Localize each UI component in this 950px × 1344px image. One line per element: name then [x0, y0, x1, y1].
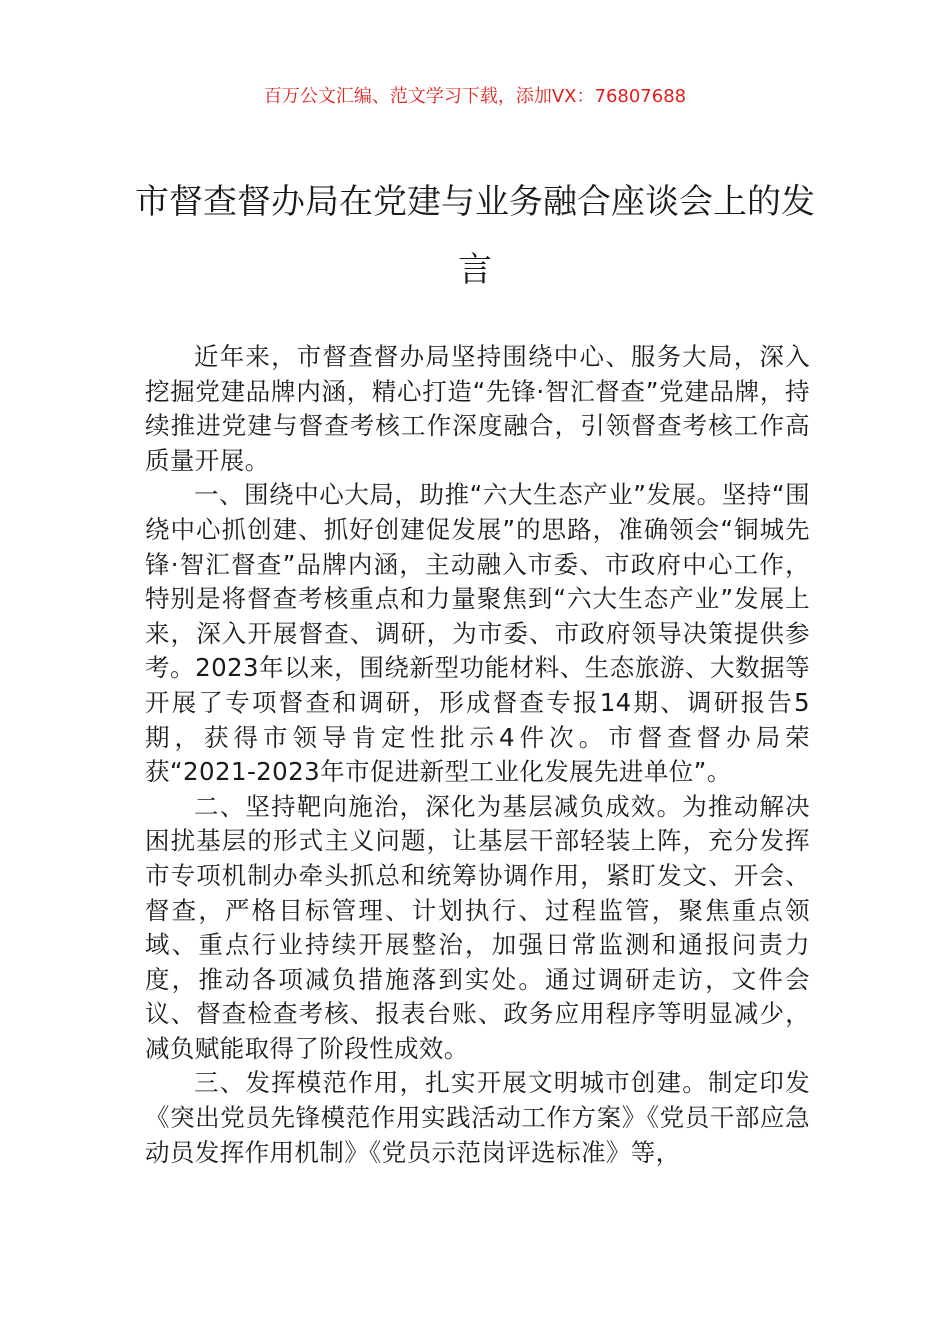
- paragraph-section-1: 一、围绕中心大局，助推“六大生态产业”发展。坚持“围绕中心抓创建、抓好创建促发展”的思路，准确领会“铜城先锋·智汇督查”品牌内涵，主动融入市委、市政府中心工作，特别是将督查考核重点和力量聚焦到“六大生态产业”发展上来，深入开展督查、调研，为市委、市政府领导决策提供参考。2023年以来，围绕新型功能材料、生态旅游、大数据等开展了专项督查和调研，形成督查专报14期、调研报告5期，获得市领导肯定性批示4件次。市督查督办局荣获“2021-2023年市促进新型工业化发展先进单位”。: [145, 480, 810, 787]
- document-body: [145, 340, 810, 1170]
- paragraph-section-2: 二、坚持靶向施治，深化为基层减负成效。为推动解决困扰基层的形式主义问题，让基层干部轻装上阵，充分发挥市专项机制办牵头抓总和统筹协调作用，紧盯发文、开会、督查，严格目标管理、计划执行、过程监管，聚焦重点领域、重点行业持续开展整治，加强日常监测和通报问责力度，推动各项减负措施落到实处。通过调研走访，文件会议、督查检查考核、报表台账、政务应用程序等明显减少，减负赋能取得了阶段性成效。: [145, 791, 810, 1063]
- paragraph-section-3: 三、发挥模范作用，扎实开展文明城市创建。制定印发《突出党员先锋模范作用实践活动工作方案》《党员干部应急动员发挥作用机制》《党员示范岗评选标准》等，: [145, 1068, 810, 1167]
- document-title: 市督查督办局在党建与业务融合座谈会上的发言: [135, 182, 815, 290]
- paragraph-intro: 近年来，市督查督办局坚持围绕中心、服务大局，深入挖掘党建品牌内涵，精心打造“先锋·智汇督查”党建品牌，持续推进党建与督查考核工作深度融合，引领督查考核工作高质量开展。: [145, 342, 810, 475]
- header-note: 百万公文汇编、范文学习下载，添加VX：76807688: [263, 86, 687, 107]
